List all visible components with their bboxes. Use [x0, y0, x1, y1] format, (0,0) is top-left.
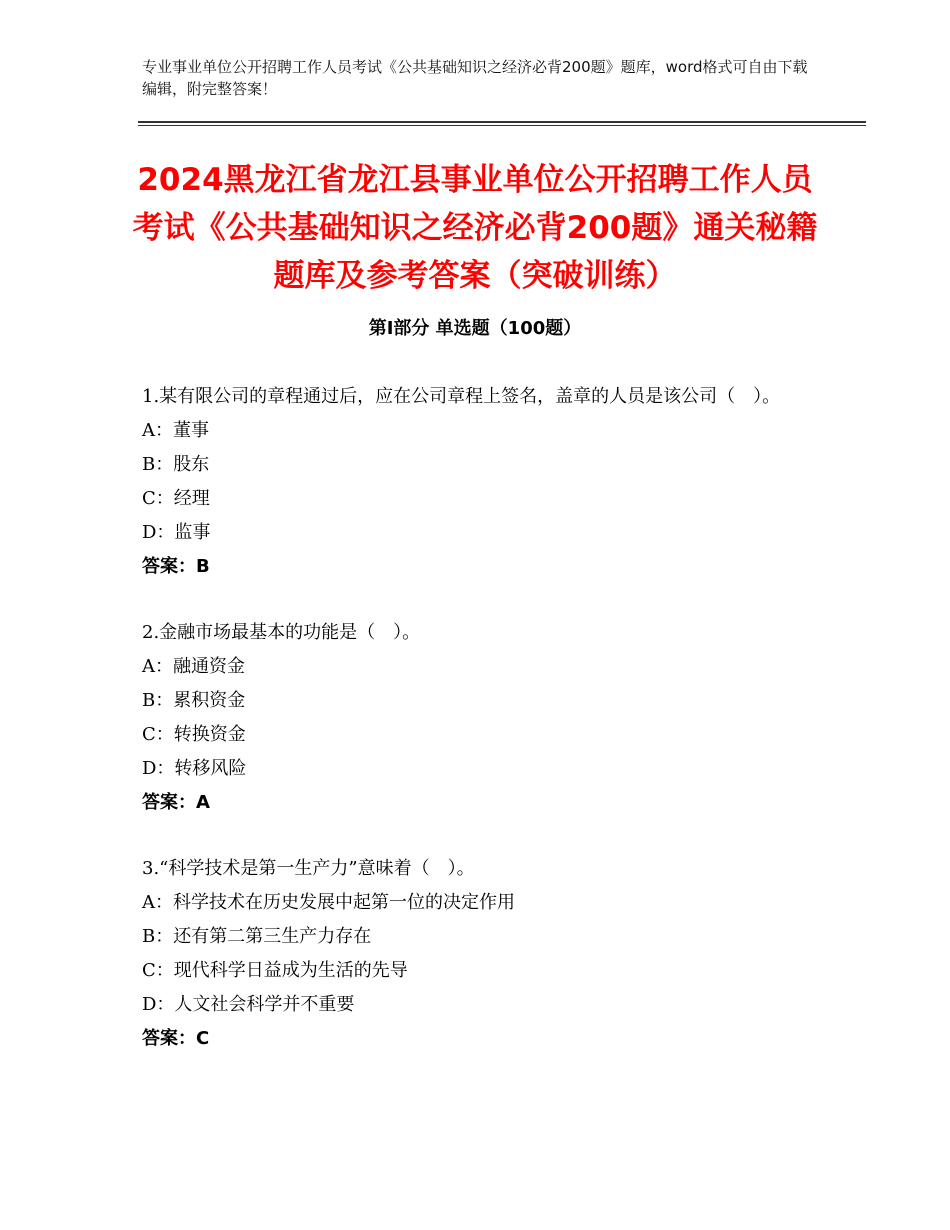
option-b: B：累积资金	[142, 690, 246, 711]
option-a: A：董事	[142, 420, 209, 441]
header-rule	[138, 121, 866, 123]
option-d: D：监事	[142, 522, 211, 543]
question-stem: 2.金融市场最基本的功能是（ ）。	[142, 622, 421, 643]
option-c: C：现代科学日益成为生活的先导	[142, 960, 408, 981]
question-list	[142, 380, 822, 1088]
question-3	[142, 852, 822, 1056]
option-d: D：人文社会科学并不重要	[142, 994, 355, 1015]
answer: 答案：A	[142, 792, 210, 813]
answer: 答案：C	[142, 1028, 210, 1049]
option-c: C：转换资金	[142, 724, 246, 745]
question-2	[142, 616, 822, 820]
question-1	[142, 380, 822, 584]
section-title: 第Ⅰ部分 单选题（100题）	[368, 318, 582, 339]
option-b: B：股东	[142, 454, 210, 475]
question-stem: 3.“科学技术是第一生产力”意味着（ ）。	[142, 858, 475, 879]
header-rule-thin	[138, 125, 866, 126]
answer: 答案：B	[142, 556, 210, 577]
question-stem: 1.某有限公司的章程通过后，应在公司章程上签名，盖章的人员是该公司（ ）。	[142, 386, 781, 407]
option-c: C：经理	[142, 488, 210, 509]
document-title: 2024黑龙江省龙江县事业单位公开招聘工作人员考试《公共基础知识之经济必背200题》通关秘籍题库及参考答案（突破训练）	[132, 162, 818, 294]
option-a: A：科学技术在历史发展中起第一位的决定作用	[142, 892, 515, 913]
option-a: A：融通资金	[142, 656, 245, 677]
option-b: B：还有第二第三生产力存在	[142, 926, 372, 947]
option-d: D：转移风险	[142, 758, 247, 779]
header-note: 专业事业单位公开招聘工作人员考试《公共基础知识之经济必背200题》题库，word格式可自由下载编辑，附完整答案！	[142, 58, 808, 98]
